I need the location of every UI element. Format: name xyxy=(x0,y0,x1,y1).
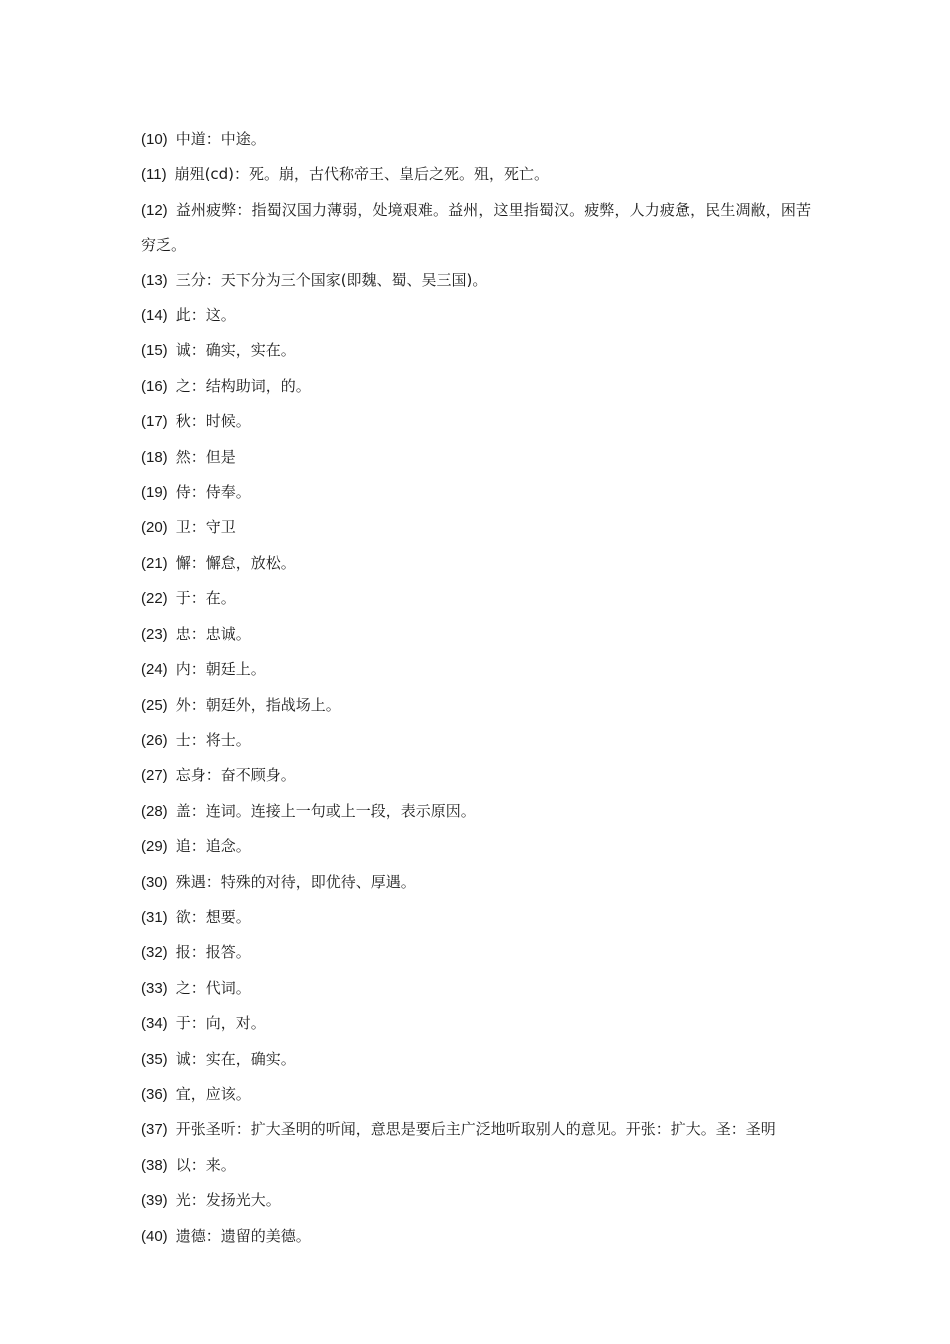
annotation-text: 三分：天下分为三个国家(即魏、蜀、吴三国)。 xyxy=(175,270,488,289)
annotation-text: 外：朝廷外，指战场上。 xyxy=(175,695,341,714)
annotation-item xyxy=(141,193,811,263)
annotation-number: (25) xyxy=(141,696,168,714)
annotation-item xyxy=(141,333,811,368)
annotation-text: 诚：实在，确实。 xyxy=(175,1049,296,1068)
annotation-text: 益州疲弊：指蜀汉国力薄弱，处境艰难。益州，这里指蜀汉。疲弊，人力疲惫，民生凋敝，困苦穷乏。 xyxy=(141,200,811,255)
annotation-item xyxy=(141,581,811,616)
annotation-item xyxy=(141,900,811,935)
annotation-number: (39) xyxy=(141,1192,168,1210)
annotation-text: 秋：时候。 xyxy=(175,412,251,431)
annotation-text: 懈：懈怠，放松。 xyxy=(175,553,296,572)
annotation-number: (36) xyxy=(141,1085,168,1103)
annotation-item xyxy=(141,794,811,829)
annotation-item xyxy=(141,298,811,333)
annotation-number: (16) xyxy=(141,377,168,395)
annotation-number: (17) xyxy=(141,413,168,431)
annotation-item xyxy=(141,688,811,723)
annotation-item xyxy=(141,758,811,793)
annotation-number: (12) xyxy=(141,201,168,219)
annotation-text: 卫：守卫 xyxy=(175,518,236,537)
annotation-item xyxy=(141,122,811,157)
annotation-item xyxy=(141,1148,811,1183)
annotation-text: 宜，应该。 xyxy=(175,1084,251,1103)
annotation-text: 于：向，对。 xyxy=(175,1014,266,1033)
annotation-item xyxy=(141,1042,811,1077)
annotation-number: (15) xyxy=(141,342,168,360)
annotation-text: 盖：连词。连接上一句或上一段，表示原因。 xyxy=(175,801,476,820)
annotation-item xyxy=(141,1006,811,1041)
annotation-item xyxy=(141,475,811,510)
annotation-item xyxy=(141,829,811,864)
annotation-number: (32) xyxy=(141,944,168,962)
annotation-text: 殊遇：特殊的对待，即优待、厚遇。 xyxy=(175,872,416,891)
annotation-item xyxy=(141,1183,811,1218)
annotation-number: (40) xyxy=(141,1227,168,1245)
annotation-number: (30) xyxy=(141,873,168,891)
annotation-text: 报：报答。 xyxy=(175,943,251,962)
annotation-text: 然：但是 xyxy=(175,447,236,466)
annotation-text: 侍：侍奉。 xyxy=(175,483,251,502)
annotation-number: (27) xyxy=(141,767,168,785)
annotation-number: (34) xyxy=(141,1015,168,1033)
annotation-item xyxy=(141,723,811,758)
annotation-text: 之：结构助词，的。 xyxy=(175,376,311,395)
annotation-number: (37) xyxy=(141,1121,168,1139)
annotation-text: 此：这。 xyxy=(175,306,236,325)
annotation-item xyxy=(141,617,811,652)
annotation-number: (13) xyxy=(141,271,168,289)
annotation-text: 追：追念。 xyxy=(175,837,251,856)
annotation-number: (28) xyxy=(141,802,168,820)
annotation-number: (10) xyxy=(141,131,168,148)
annotation-number: (29) xyxy=(141,838,168,856)
annotation-item xyxy=(141,546,811,581)
annotation-number: (33) xyxy=(141,979,168,997)
annotation-item xyxy=(141,263,811,298)
annotation-number: (35) xyxy=(141,1050,168,1068)
annotation-item xyxy=(141,652,811,687)
annotation-item xyxy=(141,157,811,192)
annotation-number: (21) xyxy=(141,554,168,572)
annotation-text: 中道：中途。 xyxy=(175,130,266,148)
annotation-number: (24) xyxy=(141,661,168,679)
annotation-item xyxy=(141,1219,811,1254)
annotation-item xyxy=(141,404,811,439)
annotation-text: 以：来。 xyxy=(175,1155,236,1174)
annotation-number: (31) xyxy=(141,908,168,926)
annotation-number: (18) xyxy=(141,448,168,466)
annotation-number: (22) xyxy=(141,590,168,608)
annotation-item xyxy=(141,935,811,970)
annotation-text: 崩殂(cd)：死。崩，古代称帝王、皇后之死。殂，死亡。 xyxy=(174,165,550,184)
annotation-text: 遗德：遗留的美德。 xyxy=(175,1226,311,1245)
annotation-number: (20) xyxy=(141,519,168,537)
annotation-text: 开张圣听：扩大圣明的听闻，意思是要后主广泛地听取别人的意见。开张：扩大。圣：圣明 xyxy=(175,1120,776,1139)
annotation-item xyxy=(141,440,811,475)
annotation-item xyxy=(141,510,811,545)
annotation-item xyxy=(141,1077,811,1112)
annotation-list xyxy=(141,122,811,1254)
annotation-number: (23) xyxy=(141,625,168,643)
annotation-text: 忘身：奋不顾身。 xyxy=(175,766,296,785)
annotation-text: 之：代词。 xyxy=(175,978,251,997)
annotation-item xyxy=(141,865,811,900)
annotation-item xyxy=(141,369,811,404)
annotation-text: 内：朝廷上。 xyxy=(175,660,266,679)
annotation-text: 士：将士。 xyxy=(175,730,251,749)
annotation-item xyxy=(141,1112,811,1147)
annotation-number: (26) xyxy=(141,731,168,749)
annotation-number: (38) xyxy=(141,1156,168,1174)
annotation-text: 忠：忠诚。 xyxy=(175,624,251,643)
annotation-text: 诚：确实，实在。 xyxy=(175,341,296,360)
annotation-text: 光：发扬光大。 xyxy=(175,1191,281,1210)
annotation-number: (11) xyxy=(141,166,167,184)
annotation-item xyxy=(141,971,811,1006)
annotation-number: (19) xyxy=(141,484,168,502)
annotation-text: 于：在。 xyxy=(175,589,236,608)
annotation-number: (14) xyxy=(141,307,168,325)
annotation-text: 欲：想要。 xyxy=(175,907,251,926)
